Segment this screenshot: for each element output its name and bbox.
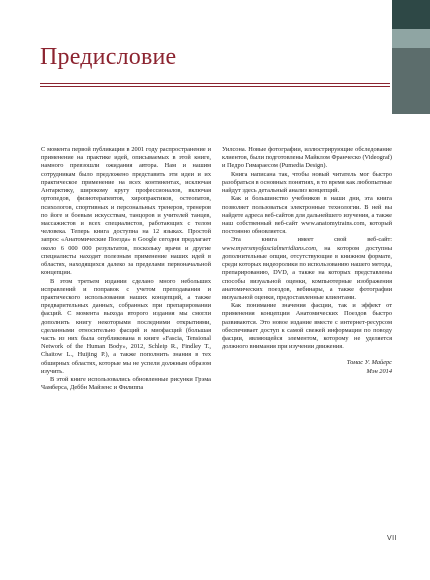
website-link[interactable]: www.myersmyofascialmeridians.com,: [222, 244, 318, 252]
right-column: [222, 146, 392, 376]
website-description: на котором доступны дополнительные опции, отсутствующие в книжном формате, среди которых видеоролики по использованию нашего метода, препарированию, DVD, а также на которых представлены способы визуальной оценки, компьютерные изображения анатомических поездов, вебинары, а также фотографии визуальной оценки, предоставленные клиентами.: [222, 244, 392, 301]
paragraph: Уилсона. Новые фотографии, иллюстрирующие обследование клиентов, были подготовлены Майклом Франческо (Videograf) и Педро Гимараесом (Pumedia Design).: [222, 146, 392, 170]
paragraph-website: [222, 236, 392, 302]
title-rule-thick: [40, 83, 390, 84]
page-number: VII: [386, 535, 397, 542]
title-rule-thin: [40, 86, 390, 87]
chapter-tab-light: [392, 29, 430, 48]
page-title: Предисловие: [40, 44, 177, 70]
chapter-tab-mid: [392, 48, 430, 114]
signature-date: Мэн 2014: [366, 367, 392, 375]
paragraph: Книга написана так, чтобы новый читатель мог быстро разобраться в основных понятиях, в то время как любопытные найдут здесь детальный анализ концепций.: [222, 170, 392, 195]
paragraph: С момента первой публикации в 2001 году распространение и применение на практике идей, описываемых в этой книге, намного превзошли ожидания автора. Нам и нашим сотрудникам было предложено представить эти идеи и их практическое применение на всех континентах, исключая Антарктику, широкому кругу профессионалов, включая ортопедов, физиотерапевтов, хиропрактиков, остеопатов, психологов, спортивных и персональных тренеров, тренеров по йоге и боевым искусствам, танцоров и учителей танцев, массажистов и всех специалистов, работающих с телом человека. Теперь книга доступна на 12 языках. Простой запрос «Анатомические Поезда» в Google сегодня предлагает около 6 000 000 результатов, поскольку врачи и другие специалисты находят полезным применение наших идей в областях, находящихся далеко за пределами первоначальной концепции.: [41, 146, 211, 277]
chapter-tab-dark: [392, 0, 430, 29]
author-signature: Томас У. Майерс: [346, 359, 392, 367]
paragraph: Как понимание значения фасции, так и эффект от применения концепции Анатомических Поездов быстро развиваются. Это новое издание вместе с интернет-ресурсом обеспечивает доступ к самой свежей информации по поводу фасции, являющейся элементом, которому не уделяется должного внимания при изучении движения.: [222, 302, 392, 351]
paragraph: В этом третьем издании сделано много небольших исправлений и поправок с учетом преподавания и практического использования наших концепций, а также предварительных данных, собранных при препарировании фасций. С момента выхода второго издания мы смогли дополнить книгу некоторыми последними открытиями, сделанными относительно фасций и миофасций (большая часть из них была опубликована в книге «Fascia, Tensional Network of the Human Body», 2012, Schleip R., Findley T., Chaitow L., Huijing P.), а также пополнить знания в тех обширных областях, которые мы не успели должным образом изучить.: [41, 277, 211, 375]
chapter-tabs: [392, 0, 430, 114]
paragraph: Как и большинство учебников в наши дни, эта книга позволяет пользоваться электронные технологии. В ней вы найдете адреса веб-сайтов для дальнейшего изучения, а также наш собственный веб-сайт www.anatomytrains.com, который постоянно обновляется.: [222, 195, 392, 236]
paragraph: В этой книге использовались обновленные рисунки Грэма Чамберса, Деббн Майзенс и Филиппа: [41, 376, 211, 392]
left-column: [41, 146, 211, 393]
website-intro: Эта книга имеет свой веб-сайт:: [231, 236, 392, 244]
